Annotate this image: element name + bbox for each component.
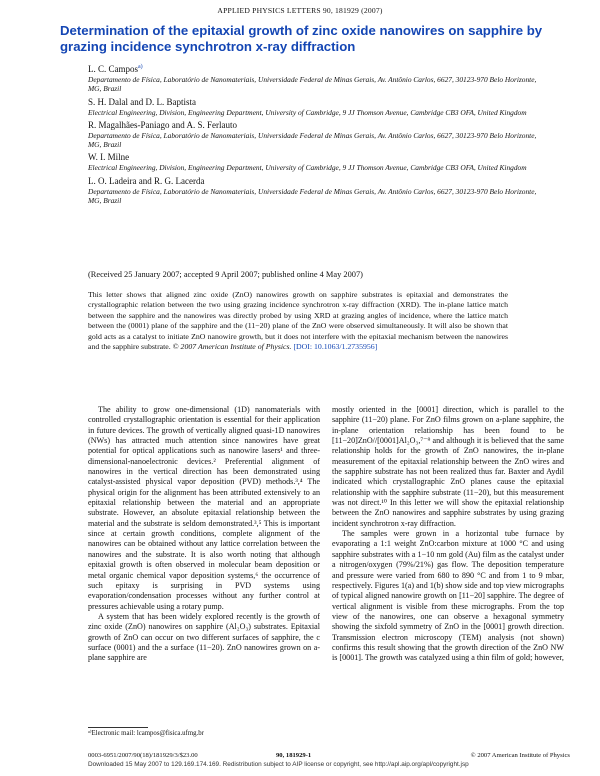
author-names: W. I. Milne	[88, 152, 130, 163]
left-column	[88, 405, 320, 664]
footnote-marker[interactable]: a)	[138, 64, 143, 70]
author-names: L. O. Ladeira and R. G. Lacerda	[88, 175, 205, 186]
footnote-email: ᵃ⁾Electronic mail: lcampos@fisica.ufmg.br	[88, 730, 204, 737]
author-affiliation: Departamento de Física, Laboratório de Nanomateriais, Universidade Federal de Minas Gerais, Av. Antônio Carlos, 6627, 30123-970 Belo Horizonte, MG, Brazil	[88, 186, 537, 206]
author-affiliation: Departamento de Física, Laboratório de Nanomateriais, Universidade Federal de Minas Gerais, Av. Antônio Carlos, 6627, 30123-970 Belo Horizonte, MG, Brazil	[88, 75, 537, 94]
author-block	[88, 62, 548, 94]
author-block	[88, 97, 548, 117]
author-names: L. C. Campos$^{a)}$	[88, 64, 143, 74]
copyright-line: © 2007 American Institute of Physics.	[172, 342, 292, 352]
paragraph: The samples were grown in a horizontal tube furnace by evaporating a 1:1 weight ZnO:carbon mixture at 1000 °C and using sapphire substrates with a 1−10 nm gold (Au) film as the catalyst under a nitrogen/oxygen (79%/21%) gas flow. The deposition temperature and pressure were varied from 680 to 890 °C and from 1 to 9 mbar, respectively. Figures 1(a) and 1(b) show side and top view micrographs of typical aligned nanowire growth on [11−20] sapphire. The degree of vertical alignment is visible from these micrographs. From the top view of the nanowires, one can observe a hexagonal symmetry showing the sixfold symmetry of ZnO in the [0001] growth direction. Transmission electron microscopy (TEM) analysis (not shown) confirms this result showing that the growth direction of the ZnO NW is [0001]. The growth was catalyzed using a thin film of gold; however,	[332, 529, 564, 663]
author-names: R. Magalhães-Paniago and A. S. Ferlauto	[88, 119, 237, 130]
author-affiliation: Electrical Engineering, Division, Engineering Department, University of Cambridge, 9 JJ Thomson Avenue, Cambridge CB3 OFA, United Kingdom	[88, 163, 527, 173]
running-head: APPLIED PHYSICS LETTERS 90, 181929 (2007)	[217, 6, 383, 15]
article-title: Determination of the epitaxial growth of zinc oxide nanowires on sapphire by grazing incidence synchrotron x-ray diffraction	[60, 23, 543, 54]
footer-page-number: 90, 181929-1	[276, 752, 312, 759]
footer-issn: 0003-6951/2007/90(18)/181929/3/$23.00	[88, 752, 198, 759]
author-block	[88, 176, 548, 206]
received-dates: (Received 25 January 2007; accepted 9 April 2007; published online 4 May 2007)	[88, 270, 363, 279]
footnote-divider	[88, 727, 148, 728]
footer-copyright: © 2007 American Institute of Physics	[470, 752, 570, 759]
author-affiliation: Departamento de Física, Laboratório de Nanomateriais, Universidade Federal de Minas Gerais, Av. Antônio Carlos, 6627, 30123-970 Belo Horizonte, MG, Brazil	[88, 130, 537, 150]
author-block	[88, 152, 548, 172]
abstract-text: This letter shows that aligned zinc oxide (ZnO) nanowires growth on sapphire substrates is epitaxial and demonstrates the crystallographic relation between the two using grazing incidence synchrotron x-ray diffraction (XRD). The in-plane lattice match between the sapphire and the nanowires was directly probed by using XRD at grazing angles of incidence, where the lattice match between the (0001) plane of the sapphire and the (11−20) plane of the ZnO were observed simultaneously. It will also be shown that gold acts as a catalyst to initiate ZnO nanowire growth, but it does not interfere with the epitaxial mechanism between the nanowires and the sapphire substrate.	[88, 290, 508, 352]
author-names: S. H. Dalal and D. L. Baptista	[88, 96, 196, 107]
author-affiliation: Electrical Engineering, Division, Engineering Department, University of Cambridge, 9 JJ Thomson Avenue, Cambridge CB3 OFA, United Kingdom	[88, 107, 527, 117]
right-column	[332, 405, 564, 664]
download-notice: Downloaded 15 May 2007 to 129.169.174.169. Redistribution subject to AIP license or copyright, see http://apl.aip.org/apl/copyright.jsp	[88, 761, 469, 768]
author-list	[88, 62, 548, 208]
paragraph: mostly oriented in the [0001] direction, which is parallel to the sapphire (11−20) plane. For ZnO films grown on a-plane sapphire, the in-plane orientation relationship has been found to be [11−20]ZnO//[0001]Al₂O₃,⁷⁻⁹ and although it is believed that the same relationship holds for the growth of ZnO nanowires, the in-plane measurement of the epitaxial relationship between the ZnO wires and the sapphire substrate has not been realized thus far. Baxter and Aydil indicated which crystallographic ZnO planes cause the epitaxial relationship with the sapphire substrate (11−20), but this measurement was not direct.¹⁰ In this letter we will show the epitaxial relationship between the ZnO nanowires and sapphire substrates by using grazing incident synchrotron x-ray diffraction.	[332, 405, 564, 528]
paragraph: The ability to grow one-dimensional (1D) nanomaterials with controlled crystallographic orientation is essential for their application in future devices. The growth of vertically aligned quasi-1D nanowires (NWs) has attracted much attention since nanowires have great potential for optical applications such as nanowire lasers¹ and three-dimensional-nanoelectronic devices.² Preferential alignment of nanowires in the vertical direction has been demonstrated using catalyst-assisted physical vapor deposition (PVD) methods.³,⁴ The physical origin for the alignment has been attributed extensively to an epitaxial relationship between the material and an appropriate substrate. However, an absolute epitaxial relationship between the material and the substrate is seldom demonstrated.³,⁵ This is important since at certain growth conditions, complete alignment of the nanowires can be obtained without any lattice correlation between the nanowires and the substrate. It is also worth noting that although epitaxial growth is often observed in molecular beam deposition or metal organic chemical vapor deposition systems,⁶ the occurrence of such epitaxy is surprising in PVD systems using evaporation/condensation processes without any further control at pressures achievable using a rotary pump.	[88, 405, 320, 611]
author-block	[88, 120, 548, 150]
doi-link[interactable]: [DOI: 10.1063/1.2735956]	[293, 342, 378, 352]
abstract	[88, 290, 508, 352]
paragraph: A system that has been widely explored recently is the growth of zinc oxide (ZnO) nanowires on sapphire (Al₂O₃) substrates. Epitaxial growth of ZnO can occur on two different surfaces of sapphire, the c surface (0001) and the a surface (11−20). ZnO nanowires grown on a-plane sapphire are	[88, 611, 320, 663]
